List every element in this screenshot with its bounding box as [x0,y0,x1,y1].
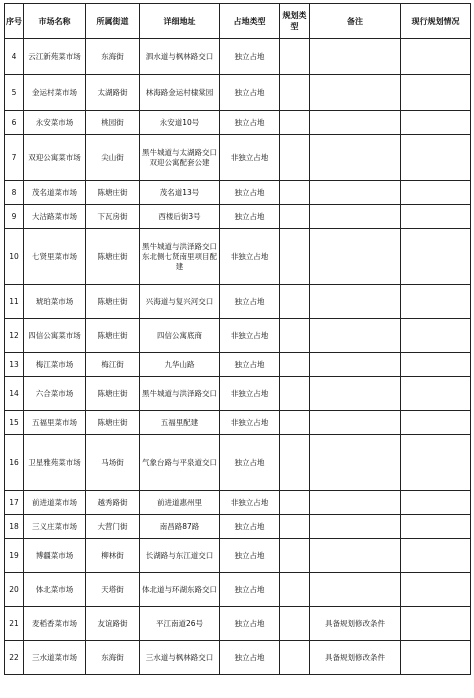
cell-status [401,39,471,75]
cell-remark [310,135,401,181]
cell-address: 茂名道13号 [140,181,220,205]
cell-name: 三水道菜市场 [24,641,86,675]
cell-address: 长湖路与东江道交口 [140,539,220,573]
cell-no: 7 [5,135,24,181]
cell-street: 柳林街 [86,539,140,573]
cell-name: 七贤里菜市场 [24,229,86,285]
cell-plan-type [280,539,310,573]
cell-no: 9 [5,205,24,229]
cell-address: 三水道与枫林路交口 [140,641,220,675]
cell-status [401,319,471,353]
cell-street: 陈塘庄街 [86,285,140,319]
cell-name: 梅江菜市场 [24,353,86,377]
cell-no: 16 [5,435,24,491]
cell-status [401,573,471,607]
cell-plan-type [280,111,310,135]
cell-status [401,491,471,515]
cell-status [401,539,471,573]
cell-no: 21 [5,607,24,641]
cell-address: 西楼后街3号 [140,205,220,229]
cell-plan-type [280,353,310,377]
cell-status [401,641,471,675]
cell-remark [310,411,401,435]
cell-street: 陈塘庄街 [86,411,140,435]
cell-no: 13 [5,353,24,377]
header-remark: 备注 [310,4,401,39]
cell-remark [310,353,401,377]
cell-street: 太湖路街 [86,75,140,111]
table-row [5,377,471,411]
table-body [5,39,471,675]
cell-street: 东海街 [86,641,140,675]
cell-land: 独立占地 [220,641,280,675]
cell-status [401,607,471,641]
cell-remark [310,181,401,205]
cell-plan-type [280,75,310,111]
table-row [5,135,471,181]
table-row [5,435,471,491]
cell-status [401,377,471,411]
cell-land: 独立占地 [220,573,280,607]
cell-land: 独立占地 [220,285,280,319]
cell-street: 陈塘庄街 [86,319,140,353]
cell-name: 琥珀菜市场 [24,285,86,319]
cell-land: 非独立占地 [220,319,280,353]
cell-land: 独立占地 [220,515,280,539]
cell-no: 22 [5,641,24,675]
cell-address: 兴海道与复兴河交口 [140,285,220,319]
cell-remark: 具备规划修改条件 [310,607,401,641]
cell-address: 前进道惠州里 [140,491,220,515]
table-row [5,39,471,75]
cell-address: 体北道与环湖东路交口 [140,573,220,607]
cell-no: 19 [5,539,24,573]
cell-name: 茂名道菜市场 [24,181,86,205]
cell-no: 15 [5,411,24,435]
cell-name: 六合菜市场 [24,377,86,411]
cell-plan-type [280,285,310,319]
cell-name: 金运村菜市场 [24,75,86,111]
cell-land: 独立占地 [220,75,280,111]
cell-remark [310,319,401,353]
cell-street: 越秀路街 [86,491,140,515]
cell-land: 非独立占地 [220,135,280,181]
cell-status [401,353,471,377]
cell-street: 东海街 [86,39,140,75]
cell-land: 非独立占地 [220,377,280,411]
cell-no: 4 [5,39,24,75]
table-row [5,539,471,573]
cell-address: 黑牛城道与太湖路交口双迎公寓配套公建 [140,135,220,181]
cell-no: 11 [5,285,24,319]
header-name: 市场名称 [24,4,86,39]
cell-no: 14 [5,377,24,411]
cell-name: 体北菜市场 [24,573,86,607]
cell-name: 永安菜市场 [24,111,86,135]
cell-street: 桃园街 [86,111,140,135]
cell-street: 尖山街 [86,135,140,181]
cell-remark [310,285,401,319]
cell-remark [310,39,401,75]
cell-address: 永安道10号 [140,111,220,135]
cell-no: 6 [5,111,24,135]
cell-address: 黑牛城道与洪泽路交口东北侧七贤南里项目配建 [140,229,220,285]
cell-street: 大营门街 [86,515,140,539]
cell-land: 非独立占地 [220,229,280,285]
table-row [5,111,471,135]
table-row [5,205,471,229]
cell-remark [310,111,401,135]
cell-plan-type [280,319,310,353]
cell-street: 天塔街 [86,573,140,607]
cell-name: 三义庄菜市场 [24,515,86,539]
cell-plan-type [280,377,310,411]
cell-plan-type [280,411,310,435]
cell-street: 梅江街 [86,353,140,377]
cell-address: 五福里配建 [140,411,220,435]
cell-land: 独立占地 [220,435,280,491]
cell-name: 卫星雅苑菜市场 [24,435,86,491]
cell-name: 四信公寓菜市场 [24,319,86,353]
table-row [5,75,471,111]
cell-remark [310,229,401,285]
cell-address: 林海路金运村棣棠园 [140,75,220,111]
cell-name: 麦稻香菜市场 [24,607,86,641]
table-row [5,411,471,435]
cell-land: 独立占地 [220,39,280,75]
cell-no: 18 [5,515,24,539]
cell-remark [310,435,401,491]
cell-plan-type [280,491,310,515]
cell-no: 20 [5,573,24,607]
cell-land: 非独立占地 [220,491,280,515]
cell-address: 平江南道26号 [140,607,220,641]
cell-street: 陈塘庄街 [86,229,140,285]
cell-no: 10 [5,229,24,285]
cell-land: 独立占地 [220,353,280,377]
table-row [5,573,471,607]
table-row [5,607,471,641]
header-row [5,4,471,39]
cell-street: 马场街 [86,435,140,491]
cell-name: 双迎公寓菜市场 [24,135,86,181]
market-table [4,3,471,675]
cell-remark [310,75,401,111]
cell-plan-type [280,229,310,285]
cell-plan-type [280,135,310,181]
cell-remark: 具备规划修改条件 [310,641,401,675]
table-row [5,491,471,515]
header-status: 现行规划情况 [401,4,471,39]
table-row [5,181,471,205]
cell-name: 云江新苑菜市场 [24,39,86,75]
cell-status [401,411,471,435]
cell-address: 黑牛城道与洪泽路交口 [140,377,220,411]
cell-name: 五福里菜市场 [24,411,86,435]
table-row [5,229,471,285]
cell-no: 8 [5,181,24,205]
cell-plan-type [280,205,310,229]
cell-name: 前进道菜市场 [24,491,86,515]
cell-no: 5 [5,75,24,111]
cell-address: 四信公寓底商 [140,319,220,353]
cell-land: 独立占地 [220,539,280,573]
cell-address: 南昌路87路 [140,515,220,539]
cell-address: 九华山路 [140,353,220,377]
cell-street: 陈塘庄街 [86,181,140,205]
table-row [5,515,471,539]
cell-status [401,111,471,135]
cell-remark [310,377,401,411]
cell-plan-type [280,39,310,75]
cell-street: 下瓦房街 [86,205,140,229]
header-plan-type: 规划类型 [280,4,310,39]
header-land: 占地类型 [220,4,280,39]
cell-plan-type [280,181,310,205]
cell-land: 独立占地 [220,181,280,205]
cell-status [401,75,471,111]
cell-no: 17 [5,491,24,515]
header-address: 详细地址 [140,4,220,39]
cell-address: 气象台路与平泉道交口 [140,435,220,491]
cell-street: 友谊路街 [86,607,140,641]
cell-remark [310,515,401,539]
cell-street: 陈塘庄街 [86,377,140,411]
header-no: 序号 [5,4,24,39]
cell-plan-type [280,435,310,491]
cell-plan-type [280,573,310,607]
cell-land: 独立占地 [220,607,280,641]
cell-land: 独立占地 [220,111,280,135]
cell-name: 大沽路菜市场 [24,205,86,229]
cell-status [401,435,471,491]
cell-remark [310,491,401,515]
cell-address: 泗水道与枫林路交口 [140,39,220,75]
header-street: 所属街道 [86,4,140,39]
cell-land: 独立占地 [220,205,280,229]
cell-status [401,515,471,539]
cell-status [401,229,471,285]
table-row [5,285,471,319]
table-row [5,353,471,377]
cell-remark [310,573,401,607]
cell-plan-type [280,607,310,641]
cell-name: 博疆菜市场 [24,539,86,573]
cell-plan-type [280,515,310,539]
cell-status [401,181,471,205]
cell-no: 12 [5,319,24,353]
cell-land: 非独立占地 [220,411,280,435]
cell-remark [310,539,401,573]
table-row [5,319,471,353]
table-row [5,641,471,675]
cell-status [401,135,471,181]
cell-plan-type [280,641,310,675]
cell-status [401,285,471,319]
cell-status [401,205,471,229]
cell-remark [310,205,401,229]
